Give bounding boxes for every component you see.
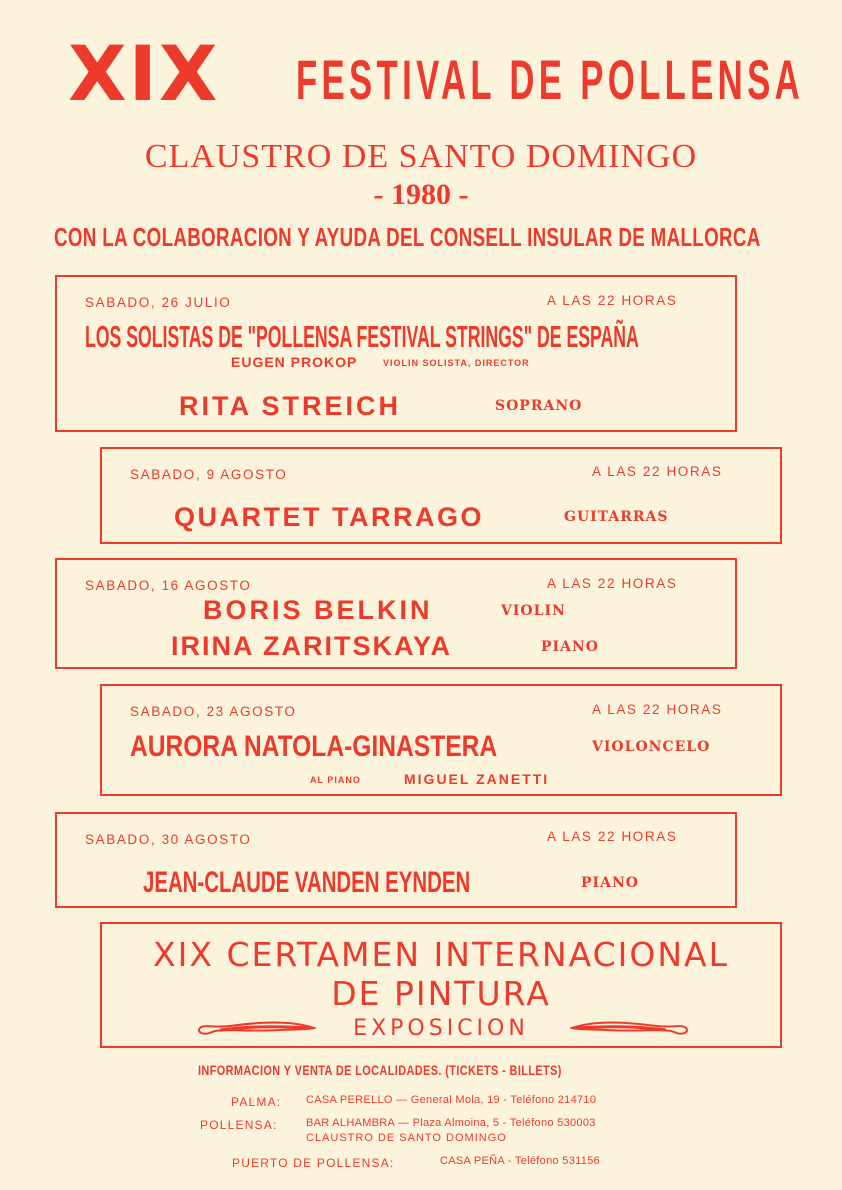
collaboration-line: CON LA COLABORACION Y AYUDA DEL CONSELL INSULAR DE MALLORCA xyxy=(54,222,761,252)
concert-box-1 xyxy=(55,275,737,432)
concert-time: A LAS 22 HORAS xyxy=(592,702,723,717)
instrument-label: VIOLIN xyxy=(501,603,566,619)
concert-box-4 xyxy=(100,684,782,796)
instrument-label: PIANO xyxy=(541,639,599,655)
concert-date: SABADO, 9 AGOSTO xyxy=(130,467,288,482)
certamen-subtitle: DE PINTURA xyxy=(331,974,551,1013)
director-name: EUGEN PROKOP xyxy=(231,354,358,370)
concert-date: SABADO, 16 AGOSTO xyxy=(85,578,252,593)
puerto-label: PUERTO DE POLLENSA: xyxy=(232,1156,395,1170)
exposicion-label: EXPOSICION xyxy=(353,1016,529,1041)
festival-title: FESTIVAL DE POLLENSA xyxy=(296,48,804,111)
certamen-title: XIX CERTAMEN INTERNACIONAL xyxy=(153,935,729,974)
festival-numeral: XIX xyxy=(68,29,220,118)
concert-box-3 xyxy=(55,558,737,669)
performer-name: QUARTET TARRAGO xyxy=(174,502,484,532)
performer-name: JEAN-CLAUDE VANDEN EYNDEN xyxy=(143,866,471,899)
pollensa-label: POLLENSA: xyxy=(200,1118,278,1132)
concert-time: A LAS 22 HORAS xyxy=(592,464,723,479)
pollensa-text-2: CLAUSTRO DE SANTO DOMINGO xyxy=(306,1132,507,1144)
instrument-label: PIANO xyxy=(581,875,639,891)
director-role: VIOLIN SOLISTA, DIRECTOR xyxy=(383,358,530,368)
instrument-label: SOPRANO xyxy=(495,398,583,414)
concert-time: A LAS 22 HORAS xyxy=(547,293,678,308)
instrument-label: GUITARRAS xyxy=(564,509,669,525)
accompanist-name: MIGUEL ZANETTI xyxy=(404,771,550,787)
puerto-text: CASA PEÑA - Teléfono 531156 xyxy=(440,1155,600,1167)
ensemble-name: LOS SOLISTAS DE "POLLENSA FESTIVAL STRINGS" DE ESPAÑA xyxy=(85,319,639,354)
palma-text: CASA PERELLO — General Mola, 19 - Teléfono 214710 xyxy=(306,1094,597,1106)
performer-name: AURORA NATOLA-GINASTERA xyxy=(130,730,498,763)
concert-date: SABADO, 30 AGOSTO xyxy=(85,832,252,847)
accompanist-label: AL PIANO xyxy=(310,775,361,785)
concert-date: SABADO, 26 JULIO xyxy=(85,295,232,310)
venue-title: CLAUSTRO DE SANTO DOMINGO xyxy=(144,138,698,175)
palma-label: PALMA: xyxy=(231,1095,282,1109)
festival-year: - 1980 - xyxy=(373,178,469,211)
instrument-label: VIOLONCELO xyxy=(592,739,711,755)
concert-box-2 xyxy=(100,447,782,544)
performer-name: BORIS BELKIN xyxy=(203,595,433,625)
concert-time: A LAS 22 HORAS xyxy=(547,576,678,591)
flourish-left-icon xyxy=(190,1016,316,1040)
concert-box-5 xyxy=(55,812,737,908)
performer-name: RITA STREICH xyxy=(179,391,401,421)
concert-date: SABADO, 23 AGOSTO xyxy=(130,704,297,719)
info-heading: INFORMACION Y VENTA DE LOCALIDADES. (TICKETS - BILLETS) xyxy=(198,1062,562,1078)
pollensa-text-1: BAR ALHAMBRA — Plaza Almoina, 5 - Teléfono 530003 xyxy=(306,1117,596,1129)
flourish-right-icon xyxy=(570,1016,696,1040)
performer-name: IRINA ZARITSKAYA xyxy=(171,631,453,661)
certamen-box xyxy=(100,922,782,1048)
concert-time: A LAS 22 HORAS xyxy=(547,829,678,844)
